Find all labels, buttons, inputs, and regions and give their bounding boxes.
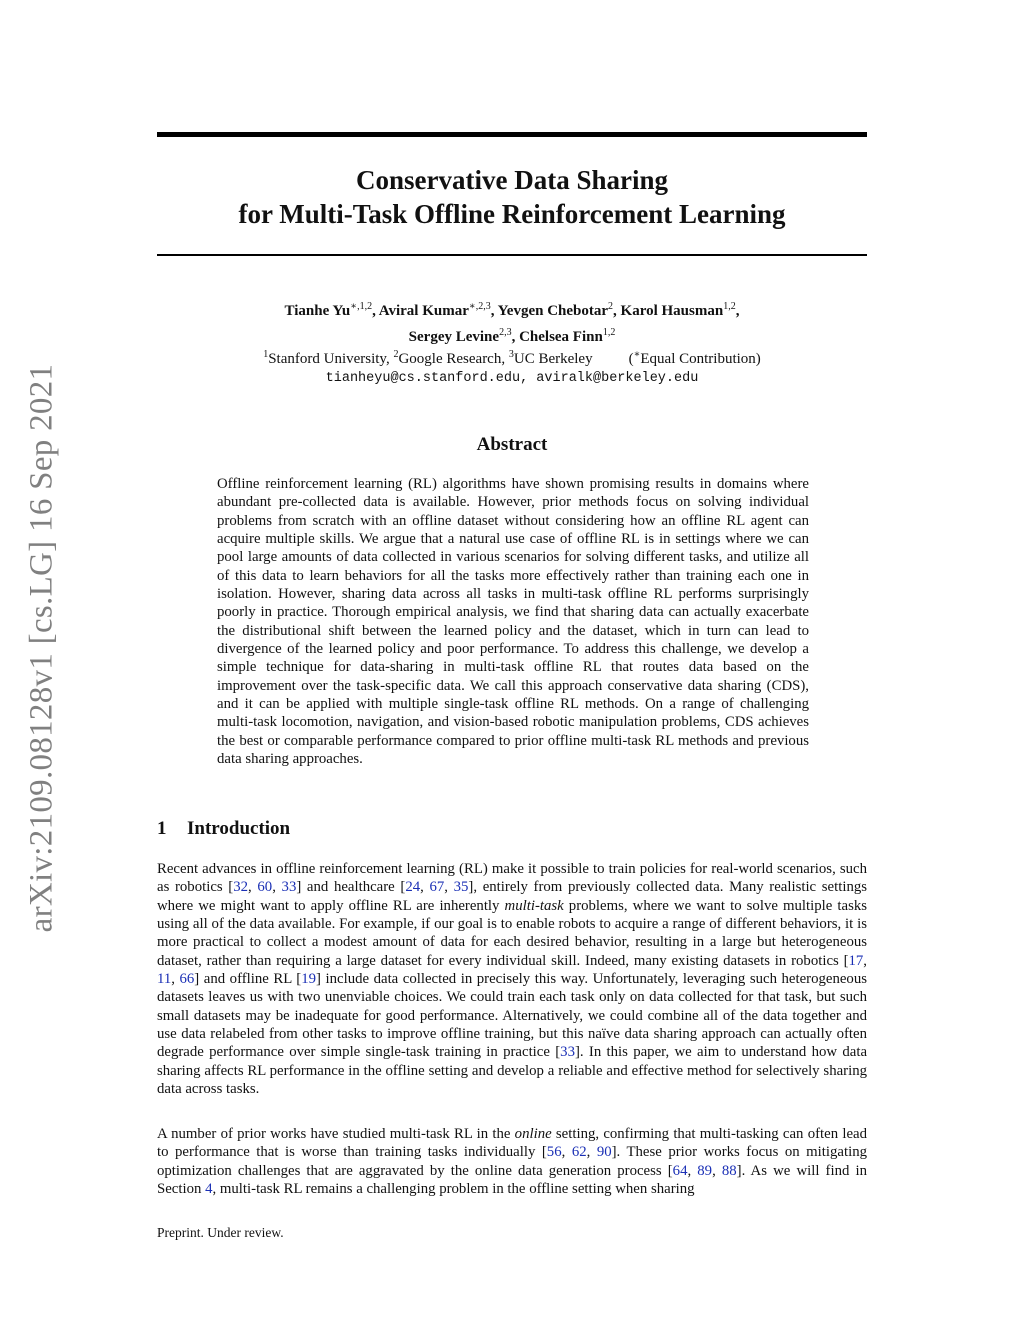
author-affil-mark: 2 — [608, 301, 614, 312]
citation-link[interactable]: 17 — [848, 952, 864, 969]
author-name: Karol Hausman — [620, 303, 724, 319]
emphasis-multi-task: multi-task — [504, 897, 564, 914]
citation-link[interactable]: 33 — [281, 879, 297, 896]
intro-paragraph-1: Recent advances in offline reinforcement learning (RL) make it possible to train policies for real-world scenarios, such as robotics [32, 60, 33] and healthcare [24, 67, 35], entirely from previously collected data. Many realistic settings where we might want to apply offline RL are inherently multi-task problems, where we want to solve multiple tasks using all of the data available. For example, if our goal is to enable robots to acquire a range of different behaviors, it is more practical to collect a modest amount of data for each desired behavior, resulting in a large but heterogeneous dataset, rather than requiring a large dataset for every individual skill. Indeed, many existing datasets in robotics [17, 11, 66] and offline RL [19] include data collected in precisely this way. Unfortunately, leveraging such heterogeneous datasets leaves us with two unenviable choices. We could train each task only on data collected for that task, but such small datasets may be inadequate for good performance. Alternatively, we could combine all of the data together and use data relabeled from other tasks to improve offline training, but this naïve data sharing approach can actually often degrade performance over simple single-task training in practice [33]. In this paper, we aim to understand how data sharing affects RL performance in the offline setting and develop a reliable and effective method for selectively sharing data across tasks. — [157, 861, 868, 1098]
title-bottom-rule — [157, 254, 867, 256]
author-line-2: Sergey Levine$^{2,3}$, Chelsea Finn$^{1,2}$ — [408, 327, 616, 345]
citation-link[interactable]: 19 — [301, 971, 317, 988]
author-name: Yevgen Chebotar — [497, 303, 609, 319]
title-line-1: Conservative Data Sharing — [356, 165, 668, 195]
author-name: Chelsea Finn — [519, 329, 603, 345]
citation-link[interactable]: 64 — [672, 1162, 688, 1179]
affiliation-stanford: Stanford University, — [268, 351, 394, 367]
author-affil-mark: 2,3 — [499, 327, 512, 338]
author-name: Tianhe Yu — [284, 303, 351, 319]
citation-link[interactable]: 62 — [571, 1144, 587, 1161]
author-affil-mark: ∗,2,3 — [468, 301, 491, 312]
author-affil-mark: ∗,1,2 — [350, 301, 373, 312]
citation-link[interactable]: 24 — [405, 879, 421, 896]
citation-link[interactable]: 60 — [257, 879, 273, 896]
citation-link[interactable]: 89 — [697, 1162, 713, 1179]
citation-link[interactable]: 67 — [429, 879, 445, 896]
title-top-rule — [157, 132, 867, 137]
affiliation-google: Google Research, — [398, 351, 509, 367]
arxiv-identifier[interactable]: arXiv:2109.08128v1 [cs.LG] 16 Sep 2021 — [23, 363, 60, 933]
author-emails[interactable]: tianheyu@cs.stanford.edu, aviralk@berkeley.edu — [325, 371, 699, 386]
affiliations: $^1$Stanford University, $^2$Google Research, $^3$UC Berkeley (∗Equal Contribution) — [263, 349, 761, 367]
affiliation-berkeley: UC Berkeley — [513, 351, 593, 367]
section-number: 1 — [157, 818, 167, 839]
citation-link[interactable]: 33 — [560, 1044, 575, 1061]
abstract-text: Offline reinforcement learning (RL) algorithms have shown promising results in domains where abundant pre-collected data is available. However, prior methods focus on solving individual problems from scratch with an offline dataset without considering how an offline RL agent can acquire multiple skills. We argue that a natural use case of offline RL is in settings where we can pool large amounts of data collected in various scenarios for solving different tasks, and utilize all of this data to learn behaviors for all the tasks more effectively rather than training each one in isolation. However, sharing data across all tasks in multi-task offline RL performs surprisingly poorly in practice. Thorough empirical analysis, we find that sharing data can actually exacerbate the distributional shift between the learned policy and the dataset, which in turn can lead to divergence of the learned policy and poor performance. To address this challenge, we develop a simple technique for data-sharing in multi-task offline RL that routes data based on the improvement over the task-specific data. We call this approach conservative data sharing (CDS), and it can be applied with multiple single-task offline RL methods. On a range of challenging multi-task locomotion, navigation, and vision-based robotic manipulation problems, CDS achieves the best or comparable performance compared to prior offline multi-task RL methods and previous data sharing approaches. — [217, 476, 809, 768]
citation-link[interactable]: 56 — [546, 1144, 562, 1161]
citation-link[interactable]: 90 — [596, 1144, 612, 1161]
section-heading — [157, 818, 290, 840]
intro-paragraph-2: A number of prior works have studied multi-task RL in the online setting, confirming that multi-tasking can often lead to performance that is worse than training tasks individually [56, 62, 90]. These prior works focus on mitigating optimization challenges that are aggravated by the online data generation process [64, 89, 88]. As we will find in Section 4, multi-task RL remains a challenging problem in the offline setting when sharing — [157, 1126, 867, 1198]
author-list — [157, 296, 867, 348]
citation-link[interactable]: 35 — [453, 879, 469, 896]
abstract-heading: Abstract — [476, 434, 548, 455]
emphasis-online: online — [514, 1126, 552, 1142]
citation-link[interactable]: 32 — [233, 879, 249, 896]
citation-link[interactable]: 88 — [721, 1162, 737, 1179]
title-line-2: for Multi-Task Offline Reinforcement Learning — [238, 199, 786, 229]
citation-link[interactable]: 11 — [157, 971, 172, 988]
author-name: Sergey Levine — [408, 329, 500, 345]
equal-contribution-note: (∗Equal Contribution) — [628, 349, 761, 367]
footer-note: Preprint. Under review. — [157, 1225, 284, 1240]
author-line-1: Tianhe $Yu^{∗,1,2}$, Aviral Kumar$^{∗,2,3}$, Yevgen Chebotar$^2$, Karol Hausman$^{1,2}$, — [284, 301, 740, 319]
author-name: Aviral Kumar — [378, 303, 469, 319]
citation-link[interactable]: 66 — [179, 971, 195, 988]
author-affil-mark: 1,2 — [602, 327, 616, 338]
paper-title — [157, 163, 867, 231]
section-link[interactable]: 4 — [205, 1181, 213, 1198]
author-affil-mark: 1,2 — [723, 301, 736, 312]
section-title: Introduction — [187, 818, 291, 839]
